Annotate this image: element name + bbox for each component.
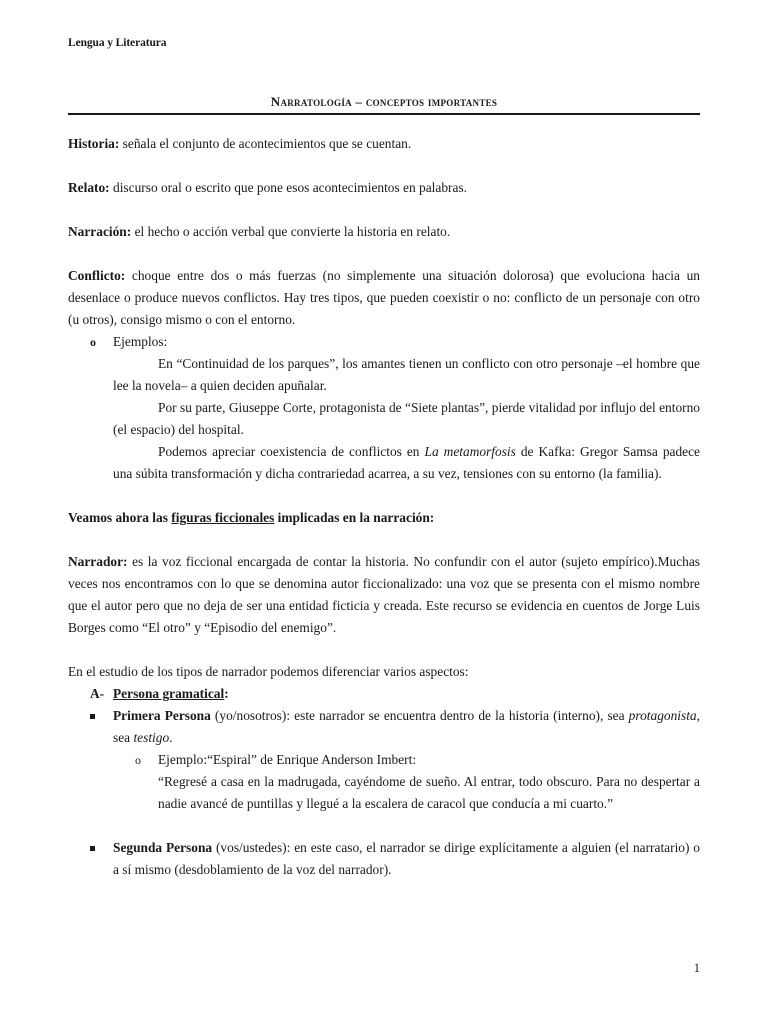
page-header: Lengua y Literatura (68, 37, 167, 49)
ejemplo-3: Podemos apreciar coexistencia de conflictos en La metamorfosis de Kafka: Gregor Samsa padece una súbita transformación y dicha contrariedad acarrea, a su vez, tensiones con su entorno (la familia). (113, 444, 701, 481)
section-a-heading: A- Persona gramatical: (90, 686, 229, 701)
ejemplos-bullet: o Ejemplos: (68, 331, 700, 353)
ejemplo-1: En “Continuidad de los parques”, los amantes tienen un conflicto con otro personaje –el hombre que lee la novela– a quien deciden apuñalar. (113, 356, 700, 393)
definition-narracion: Narración: el hecho o acción verbal que convierte la historia en relato. (68, 224, 451, 239)
primera-ejemplo: o Ejemplo:“Espiral” de Enrique Anderson Imbert: (135, 752, 417, 767)
title-main: Narratología (270, 94, 352, 109)
figuras-heading: Veamos ahora las figuras ficcionales implicadas en la narración: (68, 510, 435, 525)
document-body (68, 133, 700, 881)
tipos-intro: En el estudio de los tipos de narrador podemos diferenciar varios aspectos: (68, 664, 469, 679)
square-bullet-icon (90, 846, 95, 851)
definition-relato: Relato: discurso oral o escrito que pone esos acontecimientos en palabras. (68, 180, 467, 195)
page-title (68, 94, 700, 110)
ejemplo-2: Por su parte, Giuseppe Corte, protagonista de “Siete plantas”, pierde vitalidad por influjo del entorno (el espacio) del hospital. (113, 400, 700, 437)
title-rest: – conceptos importantes (351, 94, 498, 109)
definition-conflicto: Conflicto: choque entre dos o más fuerzas (no simplemente una situación dolorosa) que evoluciona hacia un desenlace o produce nuevos conflictos. Hay tres tipos, que pueden coexistir o no: conflicto de un personaje con otro (u otros), consigo mismo o con el entorno. (68, 268, 700, 327)
segunda-persona-item: Segunda Persona (vos/ustedes): en este caso, el narrador se dirige explícitamente a alguien (el narratario) o a sí mismo (desdoblamiento de la voz del narrador). (68, 837, 700, 881)
page-number: 1 (693, 961, 700, 975)
espiral-quote: “Regresé a casa en la madrugada, cayéndome de sueño. Al entrar, todo obscuro. Para no despertar a nadie avancé de puntillas y llegué a la escalera de caracol que conducía a mi cuarto.” (158, 774, 700, 811)
bullet-marker: o (90, 335, 96, 349)
definition-narrador: Narrador: es la voz ficcional encargada de contar la historia. No confundir con el autor (sujeto empírico).Muchas veces nos encontramos con lo que se denomina autor ficcionalizado: una voz que se presenta con el mismo nombre que el autor pero que no deja de ser una entidad ficticia y creada. Este recurso se evidencia en cuentos de Jorge Luis Borges como “El otro” y “Episodio del enemigo”. (68, 554, 700, 635)
square-bullet-icon (90, 714, 95, 719)
title-divider (68, 113, 700, 115)
primera-persona-item: Primera Persona (yo/nosotros): este narrador se encuentra dentro de la historia (interno), sea protagonista, sea testigo. (68, 705, 700, 749)
definition-historia: Historia: señala el conjunto de acontecimientos que se cuentan. (68, 136, 412, 151)
